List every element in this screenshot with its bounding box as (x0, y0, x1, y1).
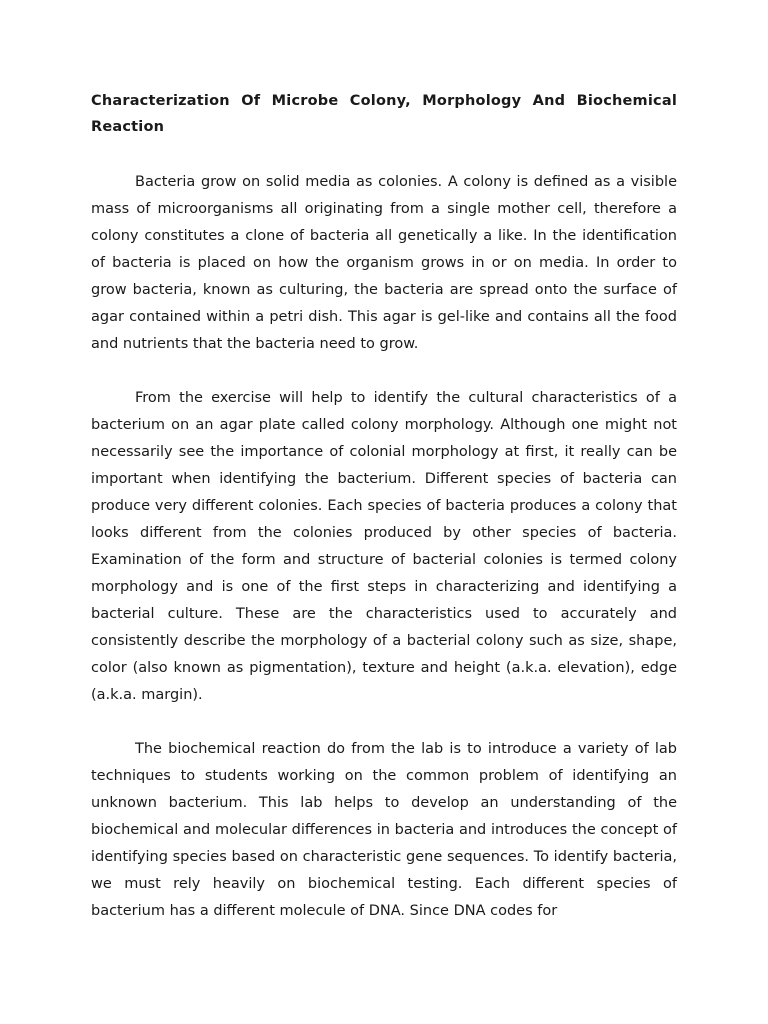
paragraph-colony-morphology: From the exercise will help to identify the cultural characteristics of a bacterium on an agar plate called colony morphology. Although one might not necessarily see the importance of colonial morphology at first, it really can be important when identifying the bacterium. Different species of bacteria can produce very different colonies. Each species of bacteria produces a colony that looks different from the colonies produced by other species of bacteria. Examination of the form and structure of bacterial colonies is termed colony morphology and is one of the first steps in characterizing and identifying a bacterial culture. These are the characteristics used to accurately and consistently describe the morphology of a bacterial colony such as size, shape, color (also known as pigmentation), texture and height (a.k.a. elevation), edge (a.k.a. margin). (91, 390, 677, 703)
document-title: Characterization Of Microbe Colony, Morphology And Biochemical Reaction (91, 93, 677, 135)
paragraph-colonies: Bacteria grow on solid media as colonies. A colony is defined as a visible mass of microorganisms all originating from a single mother cell, therefore a colony constitutes a clone of bacteria all genetically a like. In the identification of bacteria is placed on how the organism grows in or on media. In order to grow bacteria, known as culturing, the bacteria are spread onto the surface of agar contained within a petri dish. This agar is gel-like and contains all the food and nutrients that the bacteria need to grow. (91, 174, 677, 352)
document-page (91, 88, 677, 925)
paragraph-biochemical-reaction: The biochemical reaction do from the lab is to introduce a variety of lab techniques to students working on the common problem of identifying an unknown bacterium. This lab helps to develop an understanding of the biochemical and molecular differences in bacteria and introduces the concept of identifying species based on characteristic gene sequences. To identify bacteria, we must rely heavily on biochemical testing. Each different species of bacterium has a different molecule of DNA. Since DNA codes for (91, 741, 677, 919)
